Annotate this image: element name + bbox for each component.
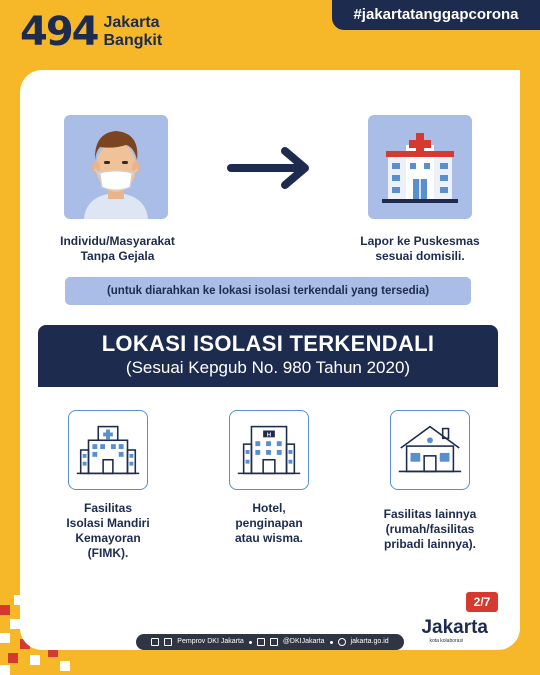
section-title: LOKASI ISOLASI TERKENDALI — [101, 331, 435, 356]
hashtag-badge: #jakartatanggapcorona — [332, 0, 540, 30]
section-subtitle: (Sesuai Kepgub No. 980 Tahun 2020) — [125, 358, 411, 377]
house-icon — [391, 411, 469, 489]
brand-text — [104, 14, 163, 50]
referral-note: (untuk diarahkan ke lokasi isolasi terkendali yang tersedia) — [65, 277, 471, 305]
footer-twitter-text[interactable]: @DKIJakarta — [282, 638, 325, 645]
brand-number: 494 — [20, 9, 98, 55]
hospital-building-icon — [69, 411, 147, 489]
masked-person-icon — [64, 115, 168, 219]
footer-website-text[interactable]: jakarta.go.id — [350, 638, 389, 645]
content-card — [20, 70, 520, 650]
person-tile — [64, 115, 168, 219]
footer-facebook-text[interactable]: Pemprov DKI Jakarta — [177, 638, 244, 645]
location-house-caption: Fasilitas lainnya (rumah/fasilitas pribadi lainnya). — [383, 507, 477, 551]
left-caption: Individu/Masyarakat Tanpa Gejala — [60, 234, 175, 263]
location-hotel-card — [229, 410, 309, 490]
clinic-tile — [368, 115, 472, 219]
jakarta-logo — [421, 618, 488, 644]
jakarta-logo-tagline: kota kolaborasi — [429, 638, 464, 644]
section-banner — [38, 325, 498, 387]
puskesmas-building-icon — [368, 115, 472, 219]
instagram-icon[interactable] — [270, 638, 278, 646]
facebook-icon[interactable] — [151, 638, 159, 646]
page-indicator: 2/7 — [466, 592, 498, 612]
brand-line-1: Jakarta — [103, 14, 160, 31]
location-fimk-caption: Fasilitas Isolasi Mandiri Kemayoran (FIMK). — [66, 501, 150, 560]
location-hotel-caption: Hotel, penginapan atau wisma. — [234, 501, 304, 545]
separator-dot — [249, 641, 252, 644]
arrow-right-icon — [225, 146, 315, 190]
social-footer — [136, 634, 404, 650]
globe-icon[interactable] — [338, 638, 346, 646]
twitter-icon[interactable] — [257, 638, 265, 646]
jakarta-logo-word: Jakarta — [421, 617, 488, 638]
location-house-card — [390, 410, 470, 490]
brand-line-2: Bangkit — [103, 32, 163, 49]
youtube-icon[interactable] — [164, 638, 172, 646]
svg-text:H: H — [266, 432, 272, 439]
brand-logo — [20, 9, 163, 55]
right-caption: Lapor ke Puskesmas sesuai domisili. — [360, 234, 480, 263]
hotel-building-icon — [230, 411, 308, 489]
separator-dot — [330, 641, 333, 644]
location-fimk-card — [68, 410, 148, 490]
